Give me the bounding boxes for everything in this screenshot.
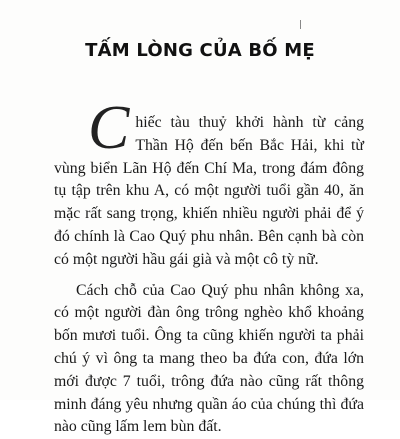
chapter-title: TẤM LÒNG CỦA BỐ MẸ xyxy=(85,40,315,61)
drop-cap-letter: C xyxy=(88,94,130,162)
body-text xyxy=(54,94,364,439)
paragraph-1 xyxy=(54,94,364,272)
page-edge-mark xyxy=(300,20,301,29)
paragraph-2: Cách chỗ của Cao Quý phu nhân không xa, có một người đàn ông trông nghèo khổ khoảng bốn mươi tuổi. Ông ta cũng khiến người ta phải chú ý vì ông ta mang theo ba đứa con, đứa lớn mới được 7 tuổi, trông đứa nào cũng rất thông minh đáng yêu nhưng quần áo của chúng thì đứa nào cũng lấm lem bùn đất. xyxy=(54,281,364,436)
paragraph-1-text: hiếc tàu thuỷ khởi hành từ cảng Thần Hộ đến bến Bắc Hải, khi từ vùng biển Lãn Hộ đến Chí Ma, trong đám đông tụ tập trên khu A, có một người tuổi gần 40, ăn mặc rất sang trọng, khiến nhiều người phải để ý đó chính là Cao Quý phu nhân. Bên cạnh bà còn có một người hầu gái già và một cô tỳ nữ. xyxy=(54,114,364,268)
